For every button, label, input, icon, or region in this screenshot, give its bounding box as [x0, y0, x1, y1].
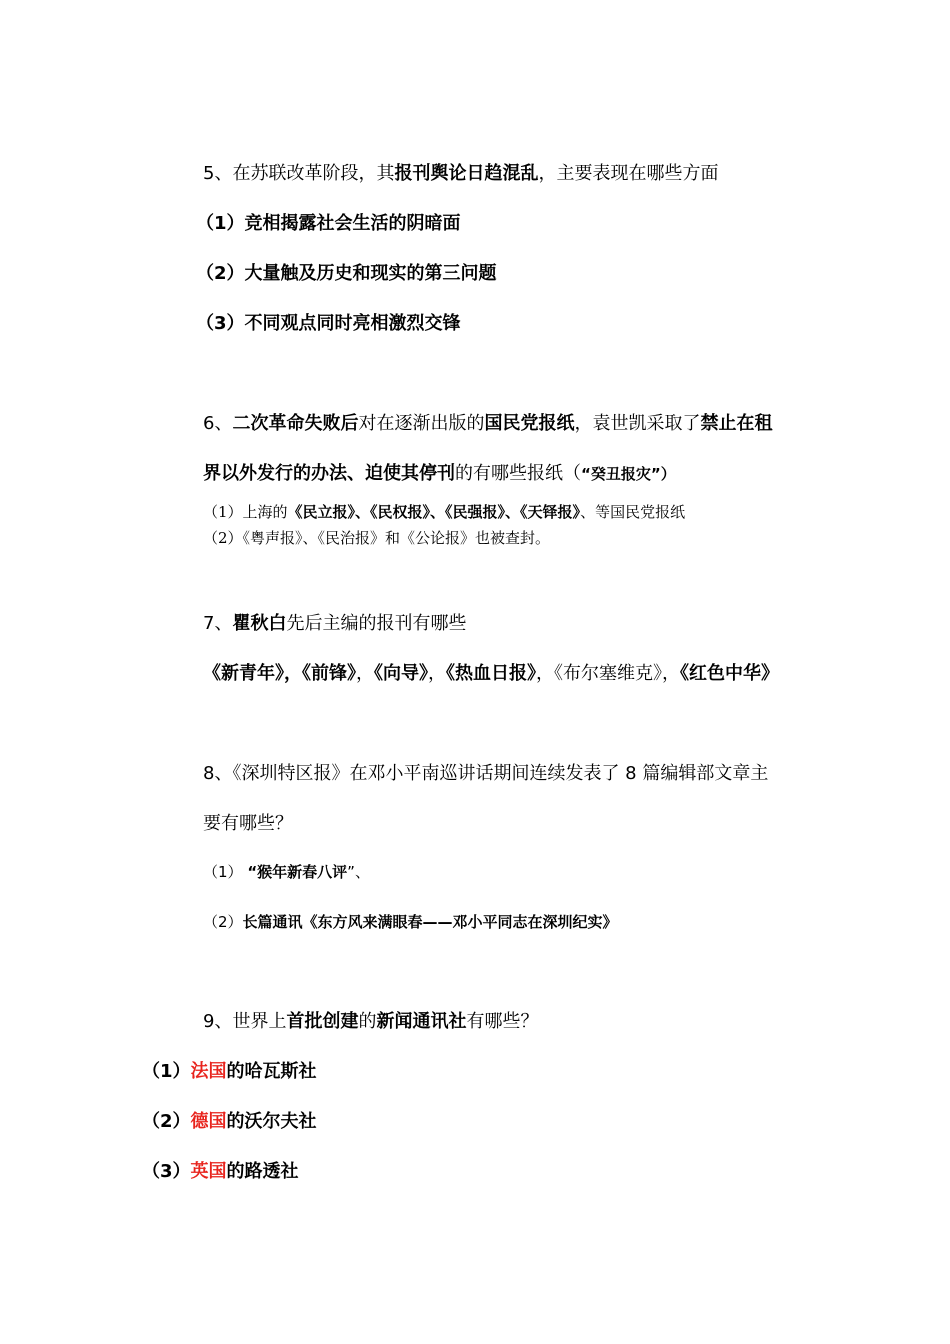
q7-text-1: 7、 — [203, 613, 233, 634]
q9-a1-agency: 的哈瓦斯社 — [226, 1061, 317, 1082]
question-8-line-2: 要有哪些？ — [203, 813, 293, 834]
q5-text-2: 报刊舆论日趋混乱 — [394, 163, 539, 184]
q9-a2-agency: 的沃尔夫社 — [226, 1111, 317, 1132]
q7-paper-5: ，《布尔塞维克》， — [536, 663, 680, 684]
q6-text-2: 二次革命失败后 — [232, 413, 359, 434]
q8-a1-text-3: ”、 — [347, 863, 370, 881]
q6-answer-1 — [203, 502, 685, 522]
q9-answer-3 — [142, 1160, 299, 1184]
question-8-line-1: 8、《深圳特区报》在邓小平南巡讲话期间连续发表了 8 篇编辑部文章主 — [203, 763, 769, 784]
q8-a1-text-1: （1） — [203, 863, 248, 881]
q7-text-2: 瞿秋白 — [232, 613, 287, 634]
q9-a3-country: 英国 — [190, 1161, 227, 1182]
q7-paper-3: 《向导》 — [374, 663, 428, 684]
q6-a1-text-2: 《民立报》、《民权报》、《民强报》、《天铎报》 — [287, 503, 581, 521]
q9-a3-agency: 的路透社 — [226, 1161, 299, 1182]
q8-answer-2 — [203, 910, 618, 934]
question-7 — [203, 612, 466, 636]
question-9 — [203, 1010, 538, 1034]
q5-answer-2: （2）大量触及历史和现实的第三问题 — [196, 263, 497, 284]
q9-text-5: 有哪些？ — [466, 1011, 539, 1032]
q7-paper-6: 《红色中华》 — [680, 663, 779, 684]
question-6-line-1 — [203, 412, 772, 436]
q7-paper-4: 《热血日报》 — [446, 663, 536, 684]
q6-text-1: 6、 — [203, 413, 233, 434]
q9-a1-num: （1） — [142, 1061, 191, 1082]
q7-paper-2: 《前锋》 — [302, 663, 356, 684]
q6-text-5: ，袁世凯采取了 — [574, 413, 701, 434]
q7-text-3: 先后主编的报刊有哪些 — [286, 613, 467, 634]
q6-text-3: 对在逐渐出版的 — [358, 413, 485, 434]
q9-text-2: 首批创建 — [286, 1011, 359, 1032]
q6-text-7: 界以外发行的办法、迫使其停刊 — [203, 463, 455, 484]
q6-a1-text-1: （1）上海的 — [203, 503, 288, 521]
q6-text-8: 的有哪些报纸（ — [455, 463, 581, 484]
q6-text-4: 国民党报纸 — [484, 413, 575, 434]
q7-sep-3: ， — [428, 663, 446, 684]
q9-text-1: 9、世界上 — [203, 1011, 287, 1032]
q8-a1-text-2: “猴年新春八评 — [247, 863, 348, 881]
q6-text-9: “癸丑报灾”） — [581, 465, 676, 483]
q9-a2-country: 德国 — [190, 1111, 227, 1132]
q9-text-3: 的 — [358, 1011, 377, 1032]
q5-answer-3: （3）不同观点同时亮相激烈交锋 — [196, 313, 461, 334]
q8-answer-1 — [203, 860, 370, 884]
q7-answer — [203, 662, 779, 686]
q9-answer-1 — [142, 1060, 317, 1084]
q9-text-4: 新闻通讯社 — [376, 1011, 467, 1032]
q6-a1-text-3: 、等国民党报纸 — [580, 503, 686, 521]
question-5 — [203, 162, 718, 186]
q5-text-3: ，主要表现在哪些方面 — [538, 163, 719, 184]
q8-a2-text-2: 长篇通讯《东方风来满眼春——邓小平同志在深圳纪实》 — [242, 913, 618, 931]
q9-a3-num: （3） — [142, 1161, 191, 1182]
q9-a2-num: （2） — [142, 1111, 191, 1132]
q7-paper-1: 《新青年》 — [203, 663, 284, 684]
q9-a1-country: 法国 — [190, 1061, 227, 1082]
q6-answer-2: （2）《粤声报》、《民治报》和《公论报》也被查封。 — [203, 529, 551, 547]
q7-sep-2: ， — [356, 663, 374, 684]
q5-text-1: 5、在苏联改革阶段，其 — [203, 163, 395, 184]
q8-a2-text-1: （2） — [203, 913, 243, 931]
q9-answer-2 — [142, 1110, 317, 1134]
q7-sep-1: ， — [284, 663, 302, 684]
q6-text-6: 禁止在租 — [700, 413, 773, 434]
question-6-line-2 — [203, 462, 676, 486]
q5-answer-1: （1）竞相揭露社会生活的阴暗面 — [196, 213, 461, 234]
